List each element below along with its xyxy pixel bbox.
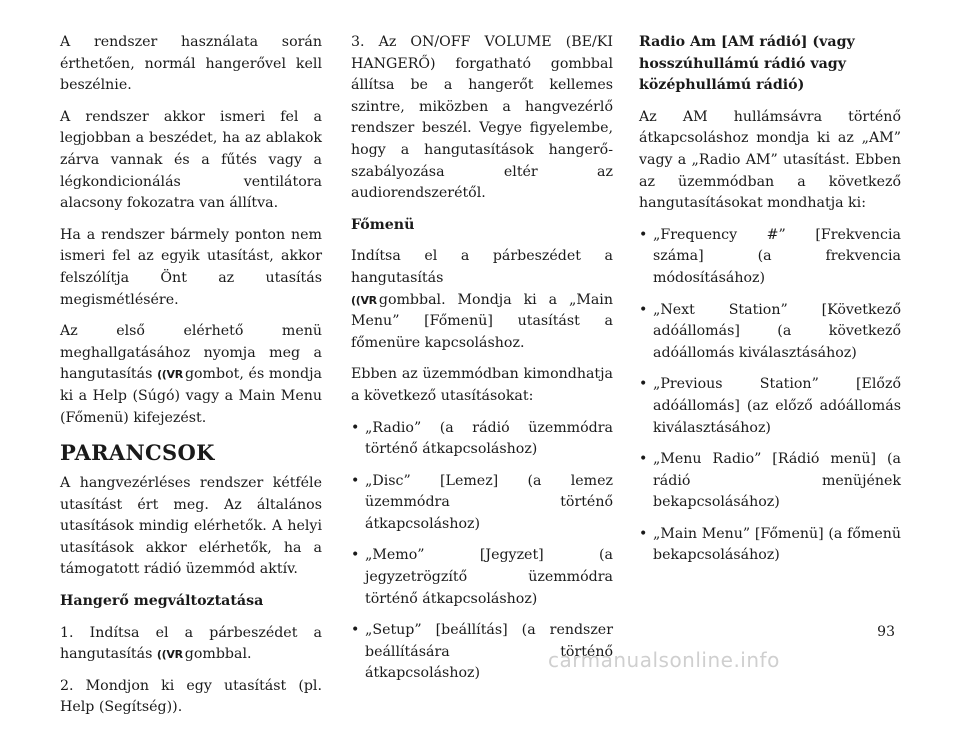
step: [60, 623, 322, 666]
paragraph: Ha a rendszer bármely ponton nem ismeri fel az egyik utasítást, akkor felszólítja Önt az utasítás megismétlésére.: [60, 226, 322, 308]
paragraph-text: Indítsa el a párbeszédet a hangutasítás: [351, 248, 613, 286]
paragraph: Az AM hullámsávra történő átkapcsoláshoz mondja ki az „AM” vagy a „Radio AM” utasítást. Ebben az üzemmódban a következő hangutasításokat mondhatja ki:: [639, 108, 901, 212]
voice-icon-label: VR: [166, 368, 183, 382]
voice-icon-label: VR: [166, 648, 183, 662]
voice-icon-label: VR: [360, 293, 377, 307]
list-item: • „Previous Station” [Előző adóállomás] (az előző adóállomás kiválasztásához): [639, 374, 901, 439]
paragraph: Ebben az üzemmódban kimondhatja a következő utasításokat:: [351, 366, 613, 404]
list-item: • „Menu Radio” [Rádió menü] (a rádió menüjének bekapcsolásához): [639, 449, 901, 514]
list-item: • „Main Menu” [Főmenü] (a főmenü bekapcsolásához): [639, 524, 901, 567]
list-item: • „Memo” [Jegyzet] (a jegyzetrögzítő üzemmódra történő átkapcsoláshoz): [351, 545, 613, 610]
paragraph: [60, 321, 322, 429]
page-number: 93: [877, 624, 895, 640]
subheading: Főmenü: [351, 216, 415, 233]
paragraph: A rendszer használata során érthetően, normál hangerővel kell beszélnie.: [60, 34, 322, 94]
voice-command-icon: ((VR: [157, 368, 183, 382]
list-item: • „Setup” [beállítás] (a rendszer beállítására történő átkapcsoláshoz): [351, 620, 613, 685]
column-middle: [351, 32, 613, 695]
list-item: • „Next Station” [Következő adóállomás] (a következő adóállomás kiválasztásához): [639, 300, 901, 365]
step-text: 1. Indítsa el a párbeszédet a hangutasítás: [60, 624, 322, 663]
subheading: Hangerő megváltoztatása: [60, 593, 264, 610]
paragraph-text: gombbal. Mondja ki a „Main Menu” [Főmenü] utasítást a főmenüre kapcsoláshoz.: [351, 291, 613, 351]
paragraph: A rendszer akkor ismeri fel a legjobban a beszédet, ha az ablakok zárva vannak és a fűtés vagy a légkondicionálás ventilátora alacsony fokozatra van állítva.: [60, 108, 322, 212]
command-list: [639, 225, 901, 567]
command-list: [351, 418, 613, 686]
paragraph-text: Az első elérhető menü meghallgatásához nyomja meg a hangutasítás: [60, 323, 322, 383]
list-item: • „Disc” [Lemez] (a lemez üzemmódra történő átkapcsoláshoz): [351, 471, 613, 536]
paragraph: [351, 246, 613, 354]
step-text: gombbal.: [184, 646, 252, 663]
subheading: Radio Am [AM rádió] (vagy hosszúhullámú rádió vagy középhullámú rádió): [639, 34, 855, 94]
column-right: [639, 32, 901, 577]
watermark: carmanualsonline.info: [548, 648, 780, 672]
list-item: • „Frequency #” [Frekvencia száma] (a frekvencia módosításához): [639, 225, 901, 290]
paragraph-text: gombot, és mondja ki a Help (Súgó) vagy a Main Menu (Főmenü) kifejezést.: [60, 366, 322, 426]
voice-command-icon: ((VR: [156, 648, 183, 662]
column-left: [60, 32, 322, 729]
list-item: • „Radio” (a rádió üzemmódra történő átkapcsoláshoz): [351, 418, 613, 461]
step: 2. Mondjon ki egy utasítást (pl. Help (Segítség)).: [60, 677, 322, 716]
paragraph: A hangvezérléses rendszer kétféle utasítást ért meg. Az általános utasítások mindig elérhetők. A helyi utasítások akkor elérhetők, ha a támogatott rádió üzemmód aktív.: [60, 475, 322, 578]
paragraph: 3. Az ON/OFF VOLUME (BE/KI HANGERŐ) forgatható gombbal állítsa be a hangerőt kellemes szintre, miközben a hangvezérlő rendszer beszél. Vegye figyelembe, hogy a hangutasítások hangerő-szabályozása eltér az audiorendszerétől.: [351, 34, 613, 202]
section-heading: PARANCSOK: [60, 440, 215, 466]
voice-command-icon: ((VR: [351, 293, 377, 307]
